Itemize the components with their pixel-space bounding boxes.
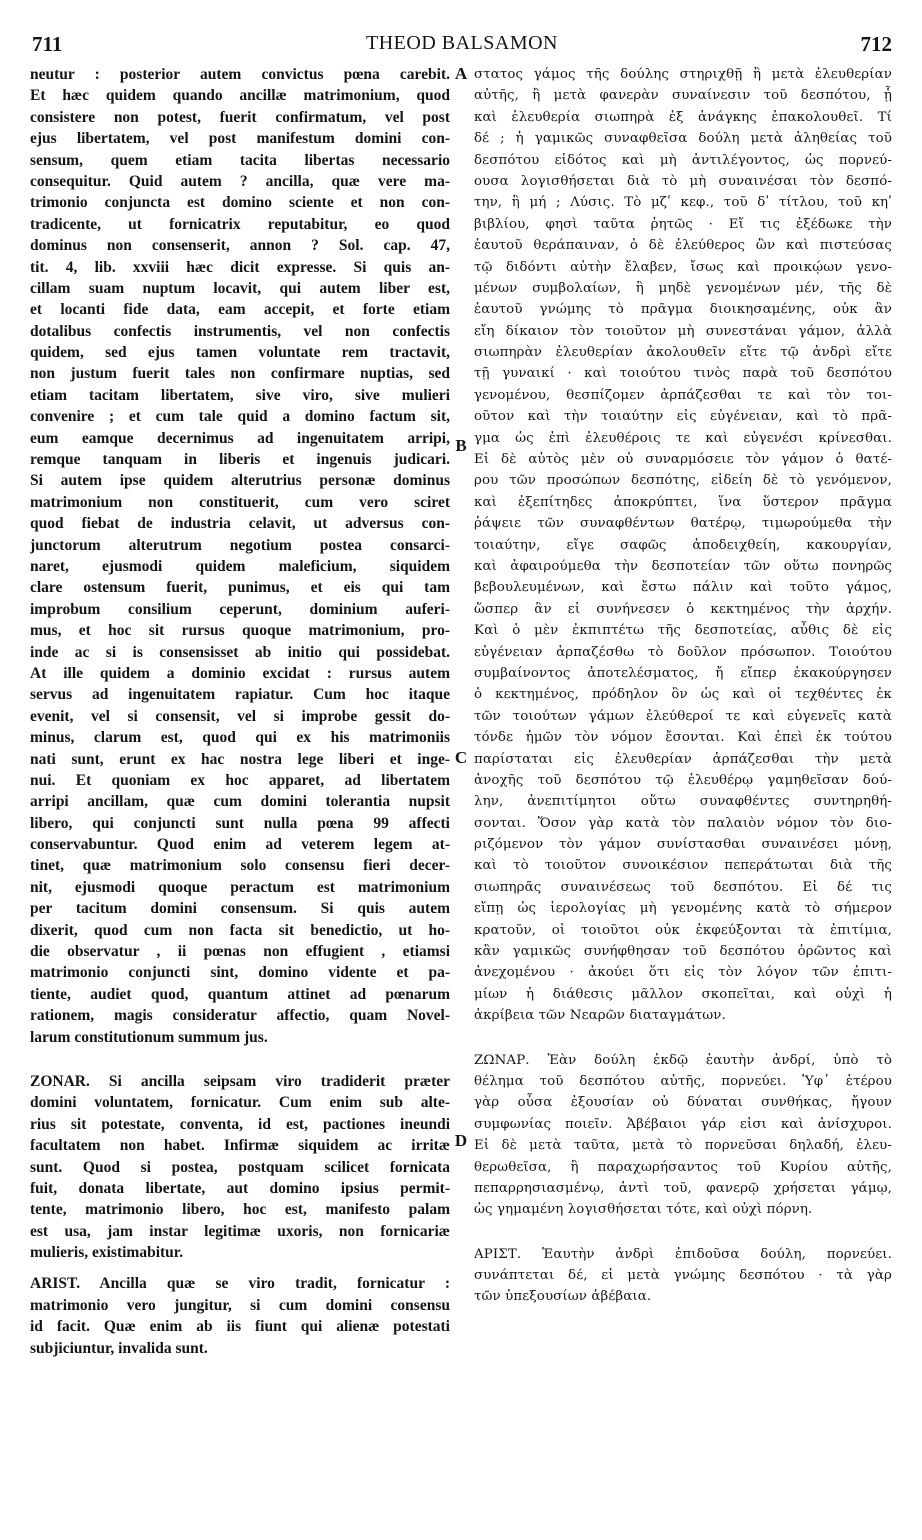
- text-line: ARIST. Ancilla quæ se viro tradit, fornicatur :: [30, 1275, 450, 1293]
- text-line: δεσπότου εἰδότος καὶ μὴ ἀντιλέγοντος, ὡς πορνεύ-: [474, 152, 892, 168]
- text-line: tente, matrimonio libero, hoc est, manifesto palam: [30, 1201, 450, 1219]
- text-line: junctorum alterutrum negotium postea consarci-: [30, 536, 450, 554]
- text-line: γὰρ οὖσα ἐξουσίαν οὐ δύναται συνθήκας, ἤγουν: [474, 1095, 892, 1111]
- text-line: πεπαρρησιασμένῳ, ἀντὶ τοῦ, φανερῷ χρήσεται γάμῳ,: [474, 1180, 892, 1196]
- text-line: ΑΡΙΣΤ. Ἑαυτὴν ἀνδρὶ ἐπιδοῦσα δούλη, πορνεύει.: [474, 1246, 892, 1262]
- text-line: convenire ; et cum tale quid a domino factum sit,: [30, 408, 450, 426]
- text-line: οῦτον καὶ τὴν τοιαύτην εἰς εὐγένειαν, καὶ τὸ πρᾶ-: [474, 409, 892, 425]
- text-line: ejus libertatem, vel post manifestum domini con-: [30, 130, 450, 148]
- text-line: Et hæc quidem quando ancillæ matrimonium, quod: [30, 87, 450, 105]
- text-line: consequitur. Quid autem ? ancilla, quæ vere ma-: [30, 172, 450, 190]
- right-page-number: 712: [860, 32, 892, 56]
- text-line: την, ἢ μή ; Λύσις. Τὸ μζʹ κεφ., τοῦ δʹ τίτλου, τοῦ κηʹ: [474, 195, 892, 211]
- margin-marker-b: B: [455, 436, 467, 455]
- text-line: λην, ἀνεπιτίμητοι οὕτω συναφθέντες συντηρηθή-: [474, 794, 892, 810]
- text-line: συμφωνίας ποιεῖν. Ἀβέβαιοι γάρ εἰσι καὶ ἀνίσχυροι.: [474, 1116, 892, 1132]
- text-line: non justum fuerit tales non confirmare nuptias, sed: [30, 365, 450, 383]
- text-line: tinet, quæ matrimonium solo consensu fieri decer-: [30, 857, 450, 875]
- text-line: τοιαύτην, εἴγε σαφῶς ἀποδειχθείη, κακουργίαν,: [474, 537, 892, 553]
- text-line: id facit. Quæ enim ab iis fiunt qui alienæ potestati: [30, 1318, 450, 1336]
- margin-marker-d: D: [454, 1131, 468, 1150]
- text-line: eum eamque decernimus ad ingenuitatem arripi,: [30, 429, 450, 447]
- latin-zonaras-comment: [30, 1071, 450, 1264]
- text-line: καὶ τὸ τοιοῦτον συνοικέσιον πεπεράτωται διὰ τῆς: [474, 858, 892, 874]
- text-line: δέ ; ἡ γαμικῶς συναφθεῖσα δούλη μετὰ ἀληθείας τοῦ: [474, 131, 892, 147]
- text-line: Εἰ δὲ μετὰ ταῦτα, μετὰ τὸ πορνεῦσαι δηλαδή, ἐλευ-: [474, 1138, 892, 1154]
- running-title: THEOD BALSAMON: [366, 32, 558, 54]
- text-line: ἀκρίβεια τῶν Νεαρῶν διαταγμάτων.: [474, 1008, 726, 1024]
- text-line: Si autem ipse quidem alterutrius personæ dominus: [30, 472, 450, 490]
- text-line: τῶν ὑπεξουσίων ἀβέβαια.: [474, 1289, 652, 1305]
- text-line: tradicente, ut fornicatrix reputabitur, eo quod: [30, 215, 450, 233]
- page-header: [30, 32, 894, 62]
- greek-aristenus-comment: [474, 1244, 892, 1308]
- text-line: βεβουλευμένων, καὶ ἔστω πάλιν καὶ τοῦτο γάμος,: [474, 580, 892, 596]
- margin-marker-c: C: [454, 748, 468, 767]
- text-line: minus, clarum est, quod qui ex his matrimoniis: [30, 729, 450, 747]
- text-line: γενομένου, θεσπίζομεν ἁρπάζεσθαι τε καὶ τὸν τοι-: [474, 387, 892, 403]
- text-line: nui. Et quoniam ex hoc apparet, ad libertatem: [30, 771, 450, 789]
- text-line: At ille quidem a dominio excidat : rursus autem: [30, 664, 450, 682]
- text-line: quod fiebat de industria celavit, ut adversus con-: [30, 515, 450, 533]
- latin-commentary: [30, 64, 450, 1048]
- greek-column: [474, 64, 892, 1308]
- text-line: ΖΩΝΑΡ. Ἐὰν δούλη ἐκδῷ ἑαυτὴν ἀνδρί, ὑπὸ τὸ: [474, 1052, 892, 1068]
- text-line: ἀνεχομένου · ἀκούει ὅτι εἰς τὸν λόγον τῶν ἐπιτι-: [474, 965, 892, 981]
- text-line: evenit, vel si consensit, vel si improbe gessit do-: [30, 707, 450, 725]
- text-line: matrimonium non constituerit, cum vero sciret: [30, 493, 450, 511]
- text-line: mus, et hoc sit rursus quoque matrimonium, pro-: [30, 622, 450, 640]
- text-line: conservabuntur. Quod enim ad veterem legem at-: [30, 836, 450, 854]
- text-line: ῥάψειε τῶν συναφθέντων θατέρῳ, τιμωρούμεθα τὴν: [474, 516, 892, 532]
- margin-marker-a: A: [454, 64, 468, 83]
- text-line: ὥσπερ ἂν εἰ συνήνεσεν ὁ κεκτημένος τὴν ἀρχήν.: [474, 601, 892, 617]
- text-line: servus ad ingenuitatem rapiatur. Cum hoc itaque: [30, 686, 450, 704]
- text-line: ὡς γημαμένη λογισθήσεται τότε, καὶ οὐχὶ πόρνη.: [474, 1202, 813, 1218]
- text-line: ἑαυτοῦ γνώμης τὸ πρᾶγμα διοικησαμένης, οὐκ ἂν: [474, 302, 892, 318]
- text-line: γμα ὡς ἐπὶ ἐλευθέροις τε καὶ εὐγενέσι κρίνεσθαι.: [474, 430, 892, 446]
- text-line: arripi ancillam, quæ cum domini tolerantia nupsit: [30, 793, 450, 811]
- text-line: die observatur , ii pœnas non effugient , etiamsi: [30, 943, 450, 961]
- text-line: παρίσταται εἰς ἐλευθερίαν ἁρπάζεσθαι τὴν μετὰ: [474, 751, 892, 767]
- text-line: tiente, audiet quod, quantum attinet ad pœnarum: [30, 985, 450, 1003]
- text-line: subjiciuntur, invalida sunt.: [30, 1339, 208, 1357]
- text-line: mulieris, existimabitur.: [30, 1244, 184, 1262]
- text-line: sunt. Quod si postea, postquam scilicet fornicata: [30, 1158, 450, 1176]
- text-line: θέλημα τοῦ δεσπότου αὐτῆς, πορνεύει. Ὑφ᾽ ἑτέρου: [474, 1073, 892, 1089]
- text-line: συμβαίνοντος ἀποτελέσματος, ἤ εἴπερ ἐκακούργησεν: [474, 665, 892, 681]
- text-line: τῇ γυναικί · καὶ τοιούτου τινὸς παρὰ τοῦ δεσπότου: [474, 366, 892, 382]
- text-line: θερωθεῖσα, ἢ παραχωρήσαντος τοῦ Κυρίου αὐτῆς,: [474, 1159, 892, 1175]
- text-line: fuit, donata libertate, aut domino ipsius permit-: [30, 1179, 450, 1197]
- latin-column: [30, 64, 450, 1359]
- greek-commentary: [474, 64, 892, 1027]
- text-line: rius sit potestate, conventa, id est, pactiones ineundi: [30, 1115, 450, 1133]
- text-line: clare ostensum fuerit, punimus, et eis qui tam: [30, 579, 450, 597]
- text-line: inde ac si is consensisset ab initio qui possidebat.: [30, 643, 450, 661]
- text-line: σονται. Ὅσον γὰρ κατὰ τὸν παλαιὸν νόμον τὸν διο-: [474, 815, 892, 831]
- text-line: nati sunt, erunt ex hac nostra lege liberi et inge-: [30, 750, 450, 768]
- text-line: ουσα λογισθήσεται διὰ τὸ μὴ συναινέσαι τὸν δεσπό-: [474, 173, 892, 189]
- text-line: neutur : posterior autem convictus pœna carebit.: [30, 66, 450, 83]
- text-line: ἀνοχῆς τοῦ δεσπότου τῷ ἐλευθέρῳ γαμηθεῖσαν δού-: [474, 772, 892, 788]
- text-line: ριζόμενον τὸν γάμον συνίστασθαι συναινέσει μόνῃ,: [474, 837, 892, 853]
- latin-aristenus-comment: [30, 1273, 450, 1359]
- text-line: μένων συμβολαίων, ἢ μηδὲ γενομένων μέν, τῆς δὲ: [474, 280, 892, 296]
- text-line: dominus non consenserit, annon ? Sol. cap. 47,: [30, 237, 450, 255]
- text-line: remque tanquam in liberis et ingenuis judicari.: [30, 451, 450, 469]
- text-line: trimonio conjuncta est domino sciente et non con-: [30, 194, 450, 212]
- text-line: per tacitum domini consensum. Si quis autem: [30, 900, 450, 918]
- text-line: sensum, quem etiam tacita libertas necessario: [30, 151, 450, 169]
- text-line: nit, ejusmodi quoque peractum est matrimonium: [30, 878, 450, 896]
- text-line: εἴη δίκαιον τὸν τοιοῦτον μὴ συνεστάναι γάμον, ἀλλὰ: [474, 323, 892, 339]
- text-line: καὶ ἀφαιρούμεθα τὴν δεσποτείαν τῶν οὕτω πονηρῶς: [474, 558, 892, 574]
- text-line: μίων ἡ διάθεσις μᾶλλον σκοπεῖται, καὶ οὐχὶ ἡ: [474, 986, 892, 1002]
- text-line: facultatem non habet. Infirmæ siquidem ac irritæ: [30, 1137, 450, 1155]
- text-line: τῶν τοιούτων γάμων ἐλεύθεροί τε καὶ εὐγενεῖς κατὰ: [474, 708, 892, 724]
- text-line: rationem, magis consideratur affectio, quam Novel-: [30, 1007, 450, 1025]
- text-line: consistere non potest, fuerit confirmatum, vel post: [30, 108, 450, 126]
- text-line: tit. 4, lib. xxviii hæc dicit expresse. Si quis an-: [30, 258, 450, 276]
- greek-zonaras-comment: [474, 1050, 892, 1221]
- text-line: αὐτῆς, ἢ μετὰ φανερὰν συναίνεσιν τοῦ δεσπότου, ᾗ: [474, 88, 892, 104]
- text-line: dixerit, quod cum non facta sit benedictio, ut ho-: [30, 921, 450, 939]
- text-line: καὶ ἐξεπίτηδες ἀποκρύπτει, ἵνα ὕστερον πρᾶγμα: [474, 494, 892, 510]
- text-line: est usa, jam instar legitimæ uxoris, non fornicariæ: [30, 1222, 450, 1240]
- text-line: καὶ ἐλευθερία σιωπηρὰ ἐξ ἀνάγκης ἐπακολουθεῖ. Τί: [474, 109, 892, 125]
- text-line: Καὶ ὁ μὲν ἐκπιπτέτω τῆς δεσποτείας, αὖθις δὲ εἰς: [474, 623, 892, 639]
- text-line: εἴπῃ ὡς ἱερολογίας μὴ γενομένης κατὰ τὸ σήμερον: [474, 901, 892, 917]
- text-line: κἂν γαμικῶς συνήφθησαν τοῦ δεσπότου ὁρῶντος καὶ: [474, 944, 892, 960]
- text-line: quidem, sed ejus tamen voluntate rem tractavit,: [30, 344, 450, 362]
- text-line: τόνδε ἡμῶν τὸν νόμον ἔσονται. Καὶ ἐπεὶ ἐκ τούτου: [474, 730, 892, 746]
- text-line: ὁ κεκτημένος, πρόδηλον ὃν ὡς καὶ οἱ τεχθέντες ἐκ: [474, 687, 892, 703]
- text-line: cillam suam nuptum locavit, qui autem liber est,: [30, 279, 450, 297]
- text-line: κρατοῦν, οἱ τοιοῦτοι οὐκ ἐκφεύξονται τὰ ἐπιτίμια,: [474, 922, 892, 938]
- text-line: dotalibus confectis instrumentis, vel non confectis: [30, 322, 450, 340]
- text-line: matrimonio vero jungitur, si cum domini consensu: [30, 1296, 450, 1314]
- text-line: etiam tacitam libertatem, sive viro, sive mulieri: [30, 386, 450, 404]
- text-line: larum constitutionum summum jus.: [30, 1028, 268, 1046]
- text-line: Εἰ δὲ αὐτὸς μὲν οὐ συναρμόσειε τὸν γάμον ὁ θατέ-: [474, 452, 892, 468]
- left-page-number: 711: [32, 32, 63, 56]
- text-line: τῷ διδόντι αὐτὴν ἔλαβεν, ἴσως καὶ προικῴων γενο-: [474, 259, 892, 275]
- text-line: domini voluntatem, fornicatur. Cum enim sub alte-: [30, 1094, 450, 1112]
- text-line: matrimonio conjuncti sint, domino vidente et pa-: [30, 964, 450, 982]
- text-line: σιωπηρᾶς συναινέσεως τοῦ δεσπότου. Εἰ δέ τις: [474, 879, 892, 895]
- text-line: naret, ejusmodi quidem maleficium, siquidem: [30, 557, 450, 575]
- text-line: εὐγένειαν ἁρπαζέσθω τὸ δοῦλον πρόσωπον. Τοιούτου: [474, 644, 892, 660]
- text-line: συνάπτεται δέ, εἰ μετὰ γνώμης δεσπότου · τὰ γὰρ: [474, 1268, 892, 1284]
- text-line: libero, qui conjuncti sunt nulla pœna 99 affecti: [30, 814, 450, 832]
- text-line: ἑαυτοῦ θεράπαιναν, ὁ δὲ ἐλεύθερος ὢν καὶ πιστεύσας: [474, 238, 892, 254]
- text-line: σιωπηρὰν ἐλευθερίαν ἀκολουθεῖν εἴτε τῷ ἀνδρὶ εἴτε: [474, 345, 892, 361]
- text-line: στατος γάμος τῆς δούλης στηριχθῇ ἢ μετὰ ἐλευθερίαν: [474, 67, 892, 82]
- text-line: βιβλίου, φησὶ ταῦτα ῥητῶς · Εἴ τις ἐξέδωκε τὴν: [474, 216, 892, 232]
- text-line: improbum consilium ceperunt, dominium auferi-: [30, 600, 450, 618]
- text-line: et locanti fide data, eam accepit, et forte etiam: [30, 301, 450, 319]
- text-line: ZONAR. Si ancilla seipsam viro tradiderit præter: [30, 1072, 450, 1090]
- text-line: ρου τῶν προσώπων δεσπότης, εἰδείη δὲ τὸ γενόμενον,: [474, 473, 892, 489]
